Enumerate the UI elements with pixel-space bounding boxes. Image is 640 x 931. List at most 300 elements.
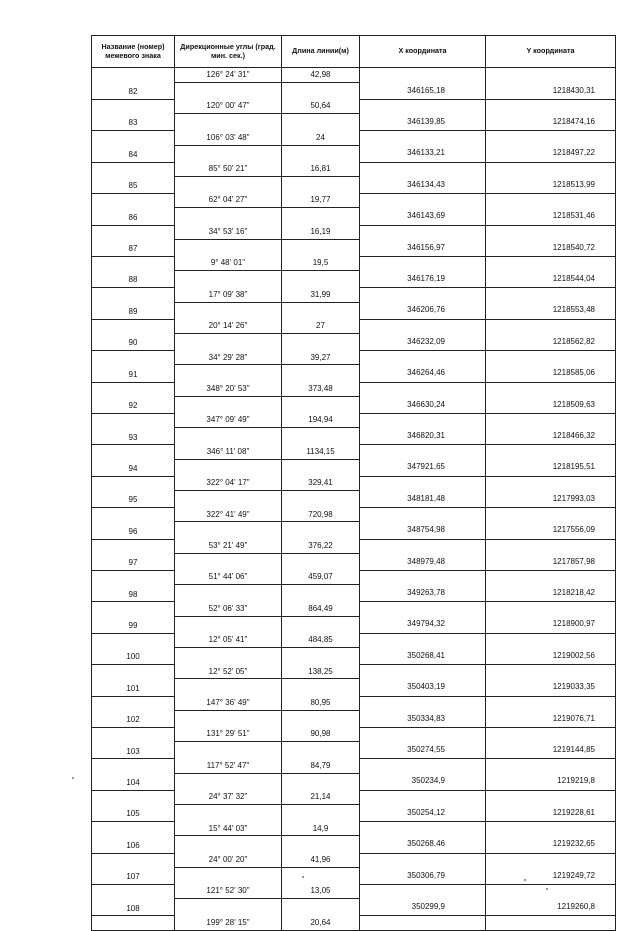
scan-speck (546, 888, 548, 890)
y-cell (486, 162, 616, 176)
point-name-cell (92, 822, 175, 836)
angle-cell: 199° 28' 15" (175, 916, 282, 931)
point-row (92, 490, 616, 507)
point-name-cell: 85 (92, 176, 175, 193)
point-name-cell (92, 633, 175, 647)
x-cell (360, 351, 486, 365)
angle-cell (175, 585, 282, 602)
y-cell: 1217556,09 (486, 522, 616, 539)
angle-cell (175, 459, 282, 476)
angle-cell: 20° 14' 26" (175, 319, 282, 333)
segment-row (92, 633, 616, 647)
segment-row (92, 131, 616, 145)
y-cell (486, 539, 616, 553)
angle-cell: 34° 29' 28" (175, 351, 282, 365)
x-cell (360, 602, 486, 616)
point-name-cell: 87 (92, 239, 175, 256)
length-cell (282, 176, 360, 193)
length-cell (282, 616, 360, 633)
y-cell (486, 822, 616, 836)
angle-cell (175, 773, 282, 790)
point-name-cell: 100 (92, 648, 175, 665)
y-cell: 1218562,82 (486, 333, 616, 350)
length-cell: 19,77 (282, 194, 360, 208)
y-cell: 1219228,61 (486, 805, 616, 822)
point-name-cell: 96 (92, 522, 175, 539)
angle-cell (175, 836, 282, 853)
point-name-cell (92, 790, 175, 804)
x-cell: 350306,79 (360, 867, 486, 884)
x-cell (360, 728, 486, 742)
point-name-cell: 86 (92, 208, 175, 225)
x-cell (360, 822, 486, 836)
point-name-cell: 107 (92, 867, 175, 884)
length-cell: 376,22 (282, 539, 360, 553)
x-cell: 350299,9 (360, 899, 486, 916)
y-cell (486, 476, 616, 490)
boundary-coordinates-table (91, 35, 616, 931)
y-cell: 1218540,72 (486, 239, 616, 256)
point-name-cell (92, 256, 175, 270)
x-cell: 346820,31 (360, 428, 486, 445)
point-row (92, 82, 616, 99)
angle-cell: 53° 21' 49" (175, 539, 282, 553)
y-cell: 1218474,16 (486, 114, 616, 131)
angle-cell (175, 553, 282, 570)
x-cell: 349263,78 (360, 585, 486, 602)
x-cell (360, 225, 486, 239)
segment-row (92, 194, 616, 208)
length-cell (282, 899, 360, 916)
length-cell: 16,81 (282, 162, 360, 176)
x-cell (360, 256, 486, 270)
segment-row (92, 476, 616, 490)
y-cell: 1218430,31 (486, 82, 616, 99)
point-name-cell (92, 476, 175, 490)
segment-row (92, 916, 616, 931)
length-cell (282, 428, 360, 445)
y-cell: 1219249,72 (486, 867, 616, 884)
x-cell (360, 539, 486, 553)
point-name-cell: 88 (92, 271, 175, 288)
angle-cell: 120° 00' 47" (175, 99, 282, 113)
angle-cell: 24° 00' 20" (175, 853, 282, 867)
angle-cell (175, 742, 282, 759)
length-cell (282, 679, 360, 696)
length-cell: 19,5 (282, 256, 360, 270)
point-name-cell: 95 (92, 490, 175, 507)
angle-cell (175, 710, 282, 727)
angle-cell (175, 271, 282, 288)
scan-speck (524, 879, 526, 881)
angle-cell: 106° 03' 48" (175, 131, 282, 145)
x-cell (360, 99, 486, 113)
angle-cell (175, 333, 282, 350)
x-cell: 346165,18 (360, 82, 486, 99)
x-cell (360, 759, 486, 773)
x-cell (360, 665, 486, 679)
x-cell (360, 382, 486, 396)
y-cell (486, 759, 616, 773)
segment-row (92, 790, 616, 804)
length-cell (282, 867, 360, 884)
y-cell (486, 728, 616, 742)
y-cell (486, 916, 616, 931)
x-cell: 346232,09 (360, 333, 486, 350)
x-cell: 350334,83 (360, 710, 486, 727)
length-cell (282, 710, 360, 727)
length-cell: 90,98 (282, 728, 360, 742)
point-name-cell: 84 (92, 145, 175, 162)
point-name-cell (92, 665, 175, 679)
angle-cell (175, 805, 282, 822)
angle-cell: 52° 06' 33" (175, 602, 282, 616)
point-name-cell (92, 288, 175, 302)
angle-cell (175, 648, 282, 665)
y-cell (486, 602, 616, 616)
angle-cell: 62° 04' 27" (175, 194, 282, 208)
angle-cell: 17° 09' 38" (175, 288, 282, 302)
length-cell (282, 271, 360, 288)
segment-row (92, 508, 616, 522)
segment-row (92, 68, 616, 83)
header-length: Длина линии(м) (282, 36, 360, 68)
segment-row (92, 602, 616, 616)
length-cell (282, 836, 360, 853)
point-name-cell: 90 (92, 333, 175, 350)
length-cell (282, 114, 360, 131)
segment-row (92, 696, 616, 710)
point-name-cell: 105 (92, 805, 175, 822)
length-cell (282, 333, 360, 350)
point-row (92, 365, 616, 382)
point-name-cell (92, 131, 175, 145)
x-cell: 346139,85 (360, 114, 486, 131)
x-cell: 346206,76 (360, 302, 486, 319)
y-cell (486, 194, 616, 208)
length-cell (282, 459, 360, 476)
point-name-cell (92, 99, 175, 113)
angle-cell (175, 396, 282, 413)
x-cell (360, 319, 486, 333)
point-row (92, 867, 616, 884)
length-cell (282, 82, 360, 99)
angle-cell: 322° 41' 49" (175, 508, 282, 522)
point-row (92, 773, 616, 790)
angle-cell: 51° 44' 06" (175, 571, 282, 585)
length-cell (282, 742, 360, 759)
y-cell (486, 633, 616, 647)
angle-cell: 12° 52' 05" (175, 665, 282, 679)
point-name-cell: 106 (92, 836, 175, 853)
x-cell: 346156,97 (360, 239, 486, 256)
point-name-cell (92, 382, 175, 396)
segment-row (92, 728, 616, 742)
point-name-cell: 89 (92, 302, 175, 319)
angle-cell: 347° 09' 49" (175, 413, 282, 427)
length-cell: 24 (282, 131, 360, 145)
point-name-cell (92, 728, 175, 742)
point-name-cell: 83 (92, 114, 175, 131)
length-cell: 1134,15 (282, 445, 360, 459)
y-cell: 1217993,03 (486, 490, 616, 507)
point-row (92, 585, 616, 602)
y-cell (486, 382, 616, 396)
length-cell (282, 553, 360, 570)
y-cell: 1218585,06 (486, 365, 616, 382)
point-name-cell: 102 (92, 710, 175, 727)
point-row (92, 396, 616, 413)
x-cell (360, 633, 486, 647)
x-cell: 346630,24 (360, 396, 486, 413)
length-cell (282, 396, 360, 413)
point-row (92, 176, 616, 193)
y-cell (486, 853, 616, 867)
point-row (92, 145, 616, 162)
point-name-cell: 97 (92, 553, 175, 570)
x-cell: 346143,69 (360, 208, 486, 225)
y-cell: 1219002,56 (486, 648, 616, 665)
point-name-cell (92, 602, 175, 616)
x-cell (360, 445, 486, 459)
x-cell: 350254,12 (360, 805, 486, 822)
x-cell (360, 68, 486, 83)
y-cell: 1218513,99 (486, 176, 616, 193)
angle-cell (175, 365, 282, 382)
point-row (92, 114, 616, 131)
y-cell: 1218509,63 (486, 396, 616, 413)
length-cell (282, 239, 360, 256)
length-cell: 16,19 (282, 225, 360, 239)
point-row (92, 836, 616, 853)
point-name-cell (92, 194, 175, 208)
x-cell (360, 696, 486, 710)
y-cell (486, 256, 616, 270)
point-name-cell (92, 162, 175, 176)
y-cell: 1219260,8 (486, 899, 616, 916)
length-cell: 14,9 (282, 822, 360, 836)
length-cell (282, 585, 360, 602)
angle-cell (175, 176, 282, 193)
angle-cell (175, 145, 282, 162)
length-cell: 329,41 (282, 476, 360, 490)
point-name-cell: 103 (92, 742, 175, 759)
angle-cell: 121° 52' 30" (175, 885, 282, 899)
x-cell: 350268,46 (360, 836, 486, 853)
segment-row (92, 445, 616, 459)
angle-cell: 12° 05' 41" (175, 633, 282, 647)
segment-row (92, 822, 616, 836)
scan-speck (72, 777, 74, 779)
y-cell: 1219219,8 (486, 773, 616, 790)
angle-cell (175, 82, 282, 99)
x-cell (360, 162, 486, 176)
point-row (92, 271, 616, 288)
angle-cell: 131° 29' 51" (175, 728, 282, 742)
angle-cell (175, 239, 282, 256)
table-body (92, 68, 616, 931)
point-name-cell: 104 (92, 773, 175, 790)
y-cell: 1219076,71 (486, 710, 616, 727)
x-cell (360, 508, 486, 522)
length-cell: 13,05 (282, 885, 360, 899)
angle-cell: 346° 11' 08" (175, 445, 282, 459)
y-cell (486, 508, 616, 522)
x-cell: 350268,41 (360, 648, 486, 665)
length-cell: 50,64 (282, 99, 360, 113)
y-cell: 1218195,51 (486, 459, 616, 476)
header-angle: Дирекционные углы (град. мин. сек.) (175, 36, 282, 68)
length-cell: 42,98 (282, 68, 360, 83)
scan-speck (302, 876, 304, 878)
point-row (92, 333, 616, 350)
y-cell (486, 696, 616, 710)
y-cell: 1218553,48 (486, 302, 616, 319)
angle-cell (175, 208, 282, 225)
point-row (92, 428, 616, 445)
point-row (92, 239, 616, 256)
x-cell: 347921,65 (360, 459, 486, 476)
y-cell (486, 571, 616, 585)
point-name-cell (92, 413, 175, 427)
segment-row (92, 256, 616, 270)
length-cell: 84,79 (282, 759, 360, 773)
x-cell (360, 885, 486, 899)
y-cell (486, 665, 616, 679)
y-cell: 1219232,65 (486, 836, 616, 853)
x-cell: 348754,98 (360, 522, 486, 539)
length-cell (282, 208, 360, 225)
x-cell (360, 288, 486, 302)
x-cell: 346133,21 (360, 145, 486, 162)
header-x: X координата (360, 36, 486, 68)
point-name-cell: 101 (92, 679, 175, 696)
point-name-cell: 108 (92, 899, 175, 916)
segment-row (92, 351, 616, 365)
segment-row (92, 382, 616, 396)
angle-cell (175, 490, 282, 507)
length-cell (282, 773, 360, 790)
angle-cell (175, 114, 282, 131)
segment-row (92, 759, 616, 773)
segment-row (92, 665, 616, 679)
point-name-cell (92, 885, 175, 899)
point-name-cell (92, 225, 175, 239)
segment-row (92, 162, 616, 176)
point-row (92, 553, 616, 570)
header-name: Название (номер) межевого знака (92, 36, 175, 68)
angle-cell (175, 302, 282, 319)
angle-cell: 85° 50' 21" (175, 162, 282, 176)
point-name-cell: 92 (92, 396, 175, 413)
y-cell: 1218531,46 (486, 208, 616, 225)
x-cell (360, 916, 486, 931)
x-cell: 350234,9 (360, 773, 486, 790)
length-cell (282, 490, 360, 507)
point-name-cell: 99 (92, 616, 175, 633)
header-y: Y координата (486, 36, 616, 68)
y-cell: 1218497,22 (486, 145, 616, 162)
point-name-cell (92, 445, 175, 459)
x-cell (360, 476, 486, 490)
point-name-cell (92, 759, 175, 773)
y-cell (486, 413, 616, 427)
angle-cell: 9° 48' 01" (175, 256, 282, 270)
length-cell: 484,85 (282, 633, 360, 647)
segment-row (92, 413, 616, 427)
y-cell: 1218218,42 (486, 585, 616, 602)
point-name-cell (92, 916, 175, 931)
angle-cell (175, 867, 282, 884)
angle-cell: 117° 52' 47" (175, 759, 282, 773)
angle-cell (175, 428, 282, 445)
x-cell: 346176,19 (360, 271, 486, 288)
y-cell: 1219144,85 (486, 742, 616, 759)
angle-cell: 348° 20' 53" (175, 382, 282, 396)
x-cell (360, 194, 486, 208)
point-name-cell (92, 68, 175, 83)
length-cell: 194,94 (282, 413, 360, 427)
point-name-cell: 91 (92, 365, 175, 382)
length-cell (282, 805, 360, 822)
point-row (92, 679, 616, 696)
x-cell: 346134,43 (360, 176, 486, 193)
x-cell: 348979,48 (360, 553, 486, 570)
point-name-cell: 82 (92, 82, 175, 99)
length-cell: 27 (282, 319, 360, 333)
segment-row (92, 288, 616, 302)
segment-row (92, 571, 616, 585)
x-cell: 349794,32 (360, 616, 486, 633)
y-cell (486, 288, 616, 302)
segment-row (92, 885, 616, 899)
angle-cell (175, 899, 282, 916)
y-cell: 1218466,32 (486, 428, 616, 445)
point-name-cell (92, 571, 175, 585)
point-name-cell (92, 351, 175, 365)
angle-cell (175, 522, 282, 539)
y-cell (486, 445, 616, 459)
x-cell: 350274,55 (360, 742, 486, 759)
length-cell: 20,64 (282, 916, 360, 931)
length-cell: 373,48 (282, 382, 360, 396)
x-cell (360, 131, 486, 145)
length-cell: 459,07 (282, 571, 360, 585)
y-cell (486, 131, 616, 145)
length-cell (282, 145, 360, 162)
x-cell (360, 790, 486, 804)
length-cell (282, 302, 360, 319)
segment-row (92, 99, 616, 113)
length-cell: 864,49 (282, 602, 360, 616)
point-row (92, 710, 616, 727)
y-cell (486, 351, 616, 365)
angle-cell: 322° 04' 17" (175, 476, 282, 490)
point-name-cell: 98 (92, 585, 175, 602)
y-cell (486, 319, 616, 333)
y-cell (486, 99, 616, 113)
x-cell (360, 413, 486, 427)
angle-cell: 24° 37' 32" (175, 790, 282, 804)
y-cell: 1217857,98 (486, 553, 616, 570)
point-name-cell (92, 539, 175, 553)
point-row (92, 899, 616, 916)
length-cell (282, 365, 360, 382)
angle-cell: 126° 24' 31" (175, 68, 282, 83)
y-cell (486, 225, 616, 239)
point-name-cell: 93 (92, 428, 175, 445)
point-name-cell (92, 696, 175, 710)
